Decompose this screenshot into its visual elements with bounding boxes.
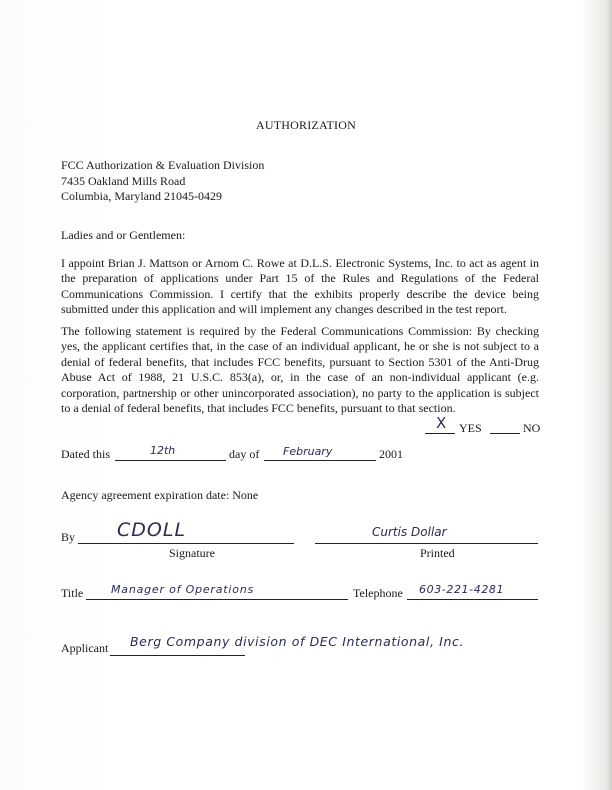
printed-name[interactable]: Curtis Dollar bbox=[372, 525, 447, 539]
no-label: NO bbox=[523, 421, 541, 435]
paragraph-line: the preparation of applications under Part 15 of the Rules and Regulations of the Federal bbox=[61, 271, 539, 286]
day-line bbox=[115, 460, 226, 461]
applicant-value[interactable]: Berg Company division of DEC International, Inc. bbox=[130, 634, 465, 649]
telephone-label: Telephone bbox=[353, 586, 403, 600]
paragraph-line: corporation, partnership or other unincorporated association), no party to the application is subject bbox=[61, 385, 539, 400]
printed-line bbox=[315, 543, 538, 544]
yes-label: YES bbox=[459, 421, 482, 435]
dated-label: Dated this bbox=[61, 447, 110, 461]
month-value[interactable]: February bbox=[283, 445, 333, 458]
paragraph-line: Abuse Act of 1988, 21 U.S.C. 853(a), or, in the case of an non-individual applicant (e.g. bbox=[61, 370, 539, 385]
address-line-1: FCC Authorization & Evaluation Division bbox=[61, 158, 265, 172]
no-blank[interactable] bbox=[490, 433, 520, 434]
yes-blank[interactable] bbox=[425, 433, 455, 434]
salutation: Ladies and or Gentlemen: bbox=[61, 228, 186, 242]
paragraph-line: yes, the applicant certifies that, in the case of an individual applicant, he or she is not subject to a bbox=[61, 339, 539, 354]
address-line-2: 7435 Oakland Mills Road bbox=[61, 173, 186, 188]
month-line bbox=[264, 460, 376, 461]
recipient-address bbox=[61, 158, 264, 205]
paragraph-line: I appoint Brian J. Mattson or Arnom C. Rowe at D.L.S. Electronic Systems, Inc. to act as agent in bbox=[61, 256, 539, 270]
title-label: Title bbox=[61, 586, 84, 600]
paragraph-line: submitted under this application and will implement any changes described in the test report. bbox=[61, 302, 507, 317]
document-title: AUTHORIZATION bbox=[256, 118, 356, 132]
paragraph-line: The following statement is required by the Federal Communications Commission: By checking bbox=[61, 324, 539, 338]
by-label: By bbox=[61, 530, 76, 544]
agency-expiration: Agency agreement expiration date: None bbox=[61, 488, 259, 502]
fcc-statement-paragraph bbox=[61, 324, 539, 416]
applicant-label: Applicant bbox=[61, 641, 109, 655]
signature-line bbox=[78, 543, 294, 544]
yes-check-mark: X bbox=[436, 414, 447, 432]
applicant-line bbox=[110, 655, 245, 656]
telephone-value[interactable]: 603-221-4281 bbox=[419, 583, 505, 596]
appointment-paragraph bbox=[61, 256, 539, 318]
signature-caption: Signature bbox=[169, 546, 215, 560]
year-label: 2001 bbox=[379, 447, 403, 461]
paragraph-line: denial of federal benefits, that includes FCC benefits, pursuant to Section 5301 of the Anti-Drug bbox=[61, 354, 539, 369]
title-line bbox=[86, 599, 348, 600]
address-line-3: Columbia, Maryland 21045-0429 bbox=[61, 189, 222, 203]
printed-caption: Printed bbox=[420, 546, 455, 560]
day-of-label: day of bbox=[229, 447, 260, 461]
paragraph-line: Communications Commission. I certify that the exhibits properly describe the device being bbox=[61, 286, 539, 301]
title-value[interactable]: Manager of Operations bbox=[111, 583, 255, 596]
day-value[interactable]: 12th bbox=[150, 444, 176, 457]
paragraph-line: to a denial of federal benefits, that includes FCC benefits, pursuant to that section. bbox=[61, 401, 456, 416]
telephone-line bbox=[407, 599, 538, 600]
signature[interactable]: CDOLL bbox=[117, 519, 187, 541]
